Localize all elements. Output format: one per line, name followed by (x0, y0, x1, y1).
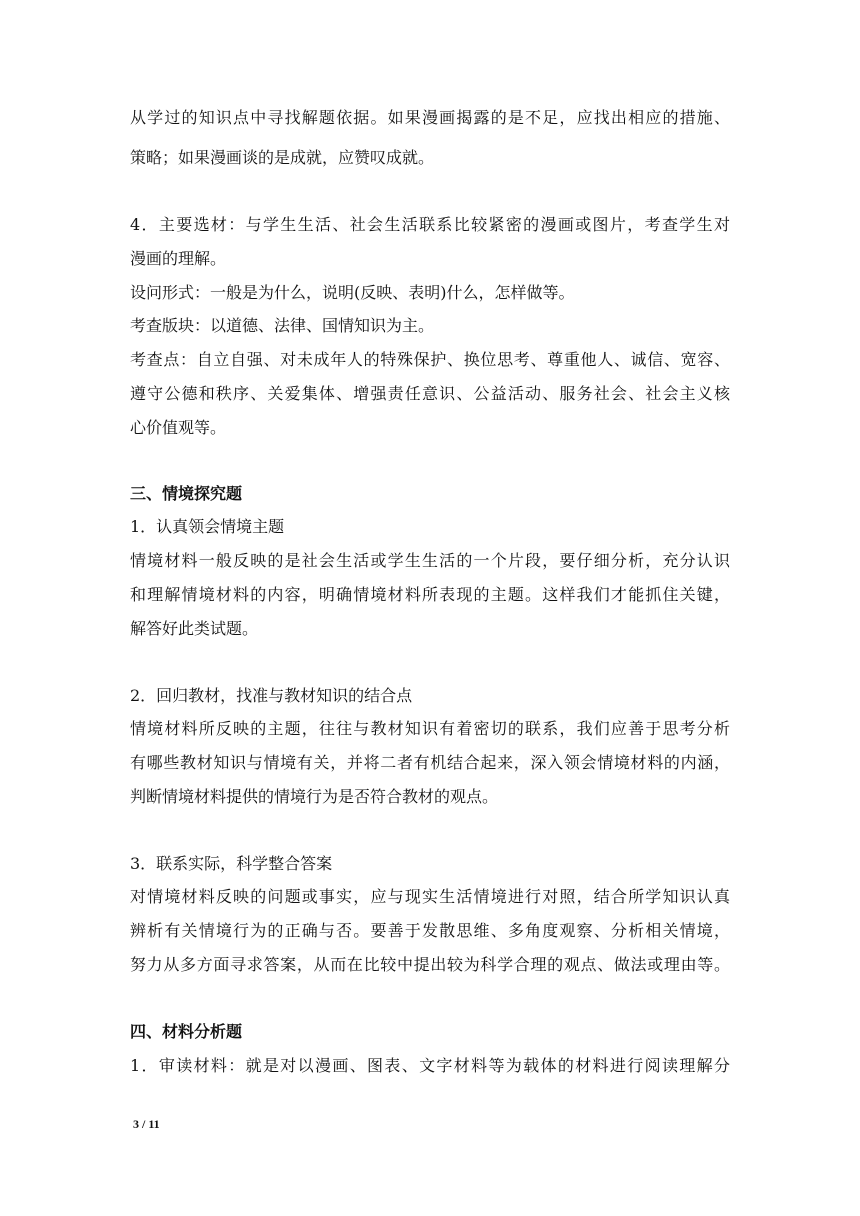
body-text-line: 情境材料所反映的主题，往往与教材知识有着密切的联系，我们应善于思考分析 (130, 719, 730, 738)
body-text-line: 1．审读材料：就是对以漫画、图表、文字材料等为载体的材料进行阅读理解分 (130, 1056, 730, 1075)
subsection-heading: 2．回归教材，找准与教材知识的结合点 (130, 686, 413, 705)
body-text-line: 解答好此类试题。 (130, 619, 259, 638)
body-text-line: 策略；如果漫画谈的是成就，应赞叹成就。 (130, 148, 435, 167)
body-text-line: 遵守公德和秩序、关爱集体、增强责任意识、公益活动、服务社会、社会主义核 (130, 384, 730, 403)
body-text-line: 和理解情境材料的内容，明确情境材料所表现的主题。这样我们才能抓住关键， (130, 585, 730, 604)
section-heading: 三、情境探究题 (130, 484, 243, 503)
body-text-line: 设问形式：一般是为什么，说明(反映、表明)什么，怎样做等。 (130, 283, 575, 302)
body-text-line: 心价值观等。 (130, 418, 227, 437)
body-text-line: 漫画的理解。 (130, 249, 227, 268)
page-number: 3 / 11 (133, 1117, 160, 1131)
body-text-line: 努力从多方面寻求答案，从而在比较中提出较为科学合理的观点、做法或理由等。 (130, 955, 730, 974)
body-text-line: 有哪些教材知识与情境有关，并将二者有机结合起来，深入领会情境材料的内涵， (130, 753, 730, 772)
body-text-line: 判断情境材料提供的情境行为是否符合教材的观点。 (130, 787, 499, 806)
body-text-line: 考查版块：以道德、法律、国情知识为主。 (130, 316, 435, 335)
body-text-line: 对情境材料反映的问题或事实，应与现实生活情境进行对照，结合所学知识认真 (130, 887, 730, 906)
body-text-line: 从学过的知识点中寻找解题依据。如果漫画揭露的是不足，应找出相应的措施、 (130, 108, 730, 127)
body-text-line: 考查点：自立自强、对未成年人的特殊保护、换位思考、尊重他人、诚信、宽容、 (130, 350, 730, 369)
section-heading: 四、材料分析题 (130, 1022, 243, 1041)
body-text-line: 情境材料一般反映的是社会生活或学生生活的一个片段，要仔细分析，充分认识 (130, 551, 730, 570)
body-text-line: 4．主要选材：与学生生活、社会生活联系比较紧密的漫画或图片，考查学生对 (130, 215, 730, 234)
subsection-heading: 1．认真领会情境主题 (130, 517, 285, 536)
subsection-heading: 3．联系实际，科学整合答案 (130, 854, 333, 873)
body-text-line: 辨析有关情境行为的正确与否。要善于发散思维、多角度观察、分析相关情境， (130, 921, 730, 940)
